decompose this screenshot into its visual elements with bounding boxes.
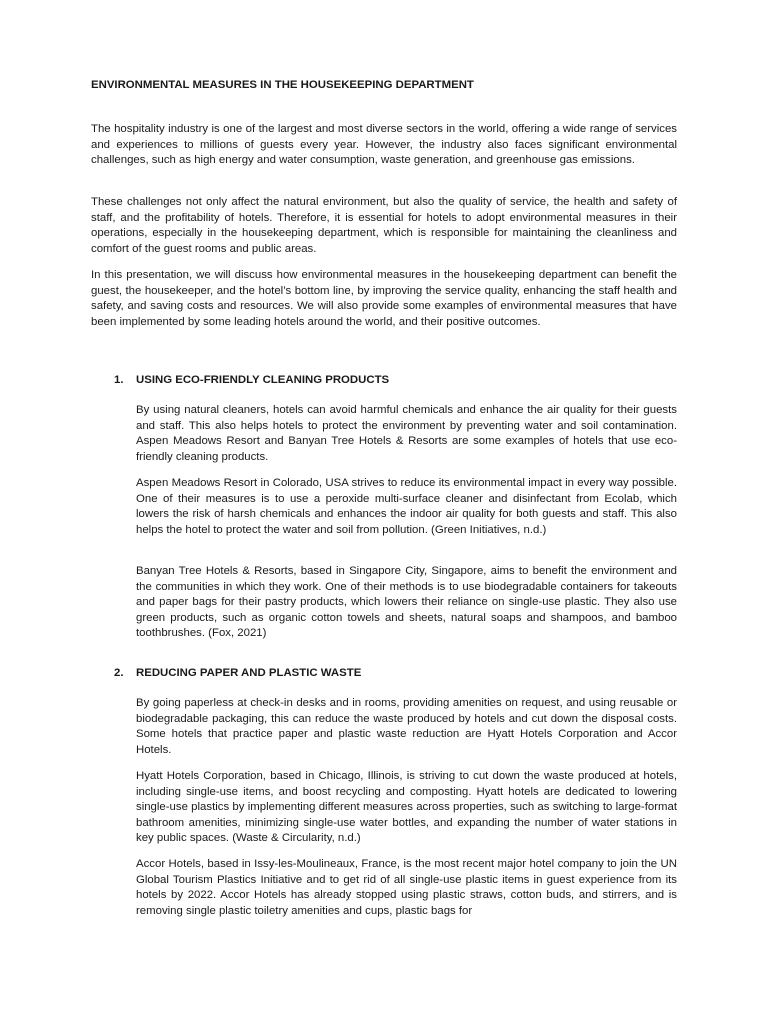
intro-paragraph-3: In this presentation, we will discuss how environmental measures in the housekeeping department can benefit the guest, the housekeeper, and the hotel’s bottom line, by improving the service quality, enhancing the staff health and safety, and saving costs and resources. We will also provide some examples of environmental measures that have been implemented by some leading hotels around the world, and their positive outcomes. [91,269,677,328]
section-2-number: 2. [114,667,124,679]
section-1-paragraph-1: By using natural cleaners, hotels can avoid harmful chemicals and enhance the air quality for their guests and staff. This also helps hotels to protect the environment by preventing water and soil contamination. Aspen Meadows Resort and Banyan Tree Hotels & Resorts are some examples of hotels that use eco-friendly cleaning products. [136,404,677,463]
section-1-paragraph-3: Banyan Tree Hotels & Resorts, based in Singapore City, Singapore, aims to benefit the environment and the communities in which they work. One of their methods is to use biodegradable containers for takeouts and paper bags for their pastry products, which lowers their reliance on single-use plastic. They also use green products, such as organic cotton towels and sheets, natural soaps and shampoos, and bamboo toothbrushes. (Fox, 2021) [136,565,677,639]
section-2-title: REDUCING PAPER AND PLASTIC WASTE [136,667,362,679]
section-1-title: USING ECO-FRIENDLY CLEANING PRODUCTS [136,374,390,386]
section-2-paragraph-1: By going paperless at check-in desks and in rooms, providing amenities on request, and using reusable or biodegradable packaging, this can reduce the waste produced by hotels and cut down the disposal costs. Some hotels that practice paper and plastic waste reduction are Hyatt Hotels Corporation and Accor Hotels. [136,697,677,756]
document-title: ENVIRONMENTAL MEASURES IN THE HOUSEKEEPING DEPARTMENT [91,79,474,91]
section-2-paragraph-3: Accor Hotels, based in Issy-les-Moulineaux, France, is the most recent major hotel company to join the UN Global Tourism Plastics Initiative and to get rid of all single-use plastic items in guest experience from its hotels by 2022. Accor Hotels has already stopped using plastic straws, cotton buds, and stirrers, and is removing single plastic toiletry amenities and cups, plastic bags for [136,858,677,917]
section-2-paragraph-2: Hyatt Hotels Corporation, based in Chicago, Illinois, is striving to cut down the waste produced at hotels, including single-use items, and boost recycling and composting. Hyatt hotels are dedicated to lowering single-use plastics by implementing different measures across properties, such as switching to large-format bathroom amenities, minimizing single-use water bottles, and expanding the number of water stations in key public spaces. (Waste & Circularity, n.d.) [136,770,677,844]
intro-paragraph-2: These challenges not only affect the natural environment, but also the quality of service, the health and safety of staff, and the profitability of hotels. Therefore, it is essential for hotels to adopt environmental measures in their operations, especially in the housekeeping department, which is responsible for maintaining the cleanliness and comfort of the guest rooms and public areas. [91,196,677,255]
section-1-paragraph-2: Aspen Meadows Resort in Colorado, USA strives to reduce its environmental impact in every way possible. One of their measures is to use a peroxide multi-surface cleaner and disinfectant from Ecolab, which lowers the risk of harsh chemicals and enhances the indoor air quality for both guests and staff. This also helps the hotel to protect the water and soil from pollution. (Green Initiatives, n.d.) [136,477,677,536]
intro-paragraph-1: The hospitality industry is one of the largest and most diverse sectors in the world, offering a wide range of services and experiences to millions of guests every year. However, the industry also faces significant environmental challenges, such as high energy and water consumption, waste generation, and greenhouse gas emissions. [91,123,677,166]
section-1-number: 1. [114,374,124,386]
